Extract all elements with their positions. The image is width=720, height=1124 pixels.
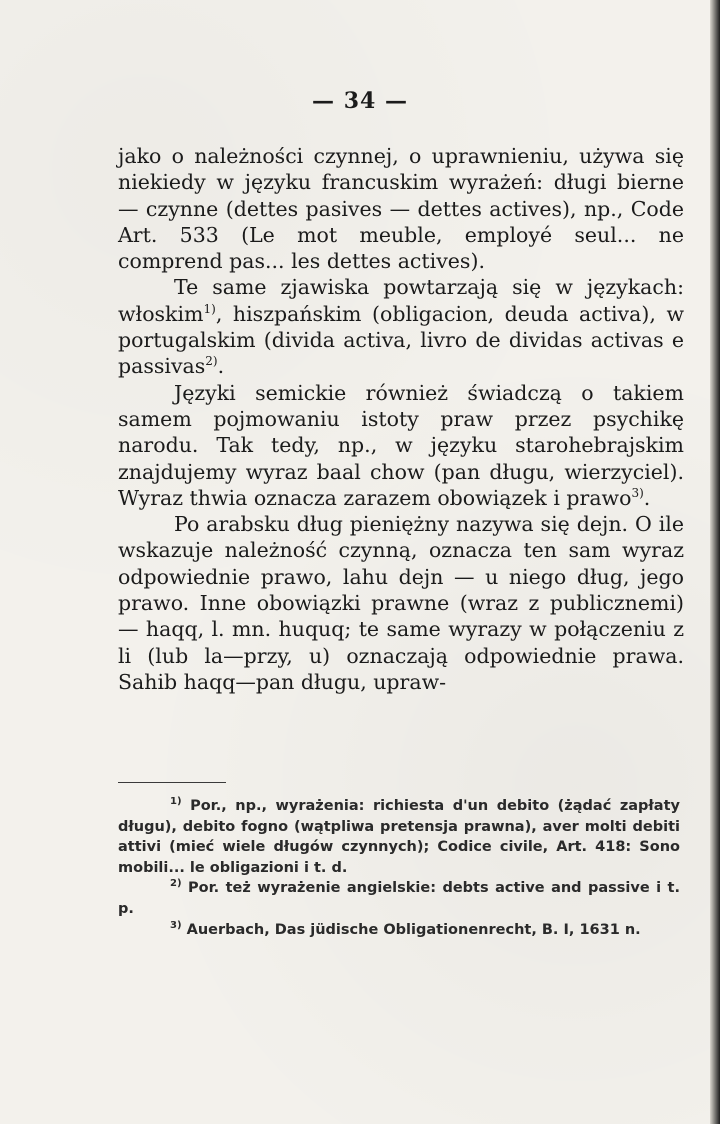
- paragraph-2: [118, 274, 684, 379]
- footnote-divider: [118, 782, 226, 783]
- footnote-1: [118, 796, 680, 878]
- footnote-1-mark: 1): [170, 796, 182, 808]
- page-number: — 34 —: [312, 88, 408, 114]
- footnote-2-mark: 2): [170, 878, 182, 890]
- footnote-1-text: Por., np., wyrażenia: richiesta d'un debito (żądać zapłaty długu), debito fogno (wątpliwa pretensja prawna), aver molti debiti attivi (mieć wiele długów czynnych); Codice civile, Art. 418: Sono mobili... le obligazioni i t. d.: [118, 798, 680, 876]
- footnote-reference-2: 2): [205, 354, 218, 369]
- paragraph-1: jako o należności czynnej, o uprawnieniu, używa się niekiedy w języku francuskim wyrażeń: długi bierne — czynne (dettes pasives — dettes actives), np., Code Art. 533 (Le mot meuble, employé seul... ne comprend pas... les dettes actives).: [118, 144, 684, 274]
- footnotes: [118, 796, 680, 940]
- footnote-3: [118, 920, 680, 941]
- footnote-3-text: Auerbach, Das jüdische Obligationenrecht, B. I, 1631 n.: [186, 921, 641, 938]
- paragraph-2-text-before: Te same zjawiska powtarzają się w językach: włoskim: [118, 275, 684, 326]
- paragraph-3: [118, 380, 684, 511]
- paragraph-2-text-after: .: [217, 354, 225, 379]
- paragraph-2-text-middle: , hiszpańskim (obligacion, deuda activa), w portugalskim (divida activa, livro de dividas activas e passivas: [118, 301, 684, 379]
- main-text: [118, 143, 684, 695]
- footnote-2-text: Por. też wyrażenie angielskie: debts active and passive i t. p.: [118, 880, 680, 917]
- paragraph-3-text-before: Języki semickie również świadczą o takiem samem pojmowaniu istoty praw przez psychikę narodu. Tak tedy, np., w języku starohebrajskim znajdujemy wyraz baal chow (pan długu, wierzyciel). Wyraz thwia oznacza zarazem obowiązek i prawo: [118, 380, 684, 510]
- footnote-3-mark: 3): [170, 919, 182, 931]
- footnote-reference-3: 3): [631, 486, 644, 501]
- page-edge-shadow: [710, 0, 720, 1124]
- paragraph-4: Po arabsku dług pieniężny nazywa się dejn. O ile wskazuje należność czynną, oznacza ten sam wyraz odpowiednie prawo, lahu dejn — u niego dług, jego prawo. Inne obowiązki prawne (wraz z publicznemi) — haqq, l. mn. huquq; te same wyrazy w połączeniu z li (lub la—przy, u) oznaczają odpowiednie prawa. Sahib haqq—pan długu, upraw-: [118, 512, 684, 694]
- paragraph-3-text-after: .: [643, 485, 651, 510]
- footnote-2: [118, 878, 680, 919]
- footnote-reference-1: 1): [203, 301, 216, 316]
